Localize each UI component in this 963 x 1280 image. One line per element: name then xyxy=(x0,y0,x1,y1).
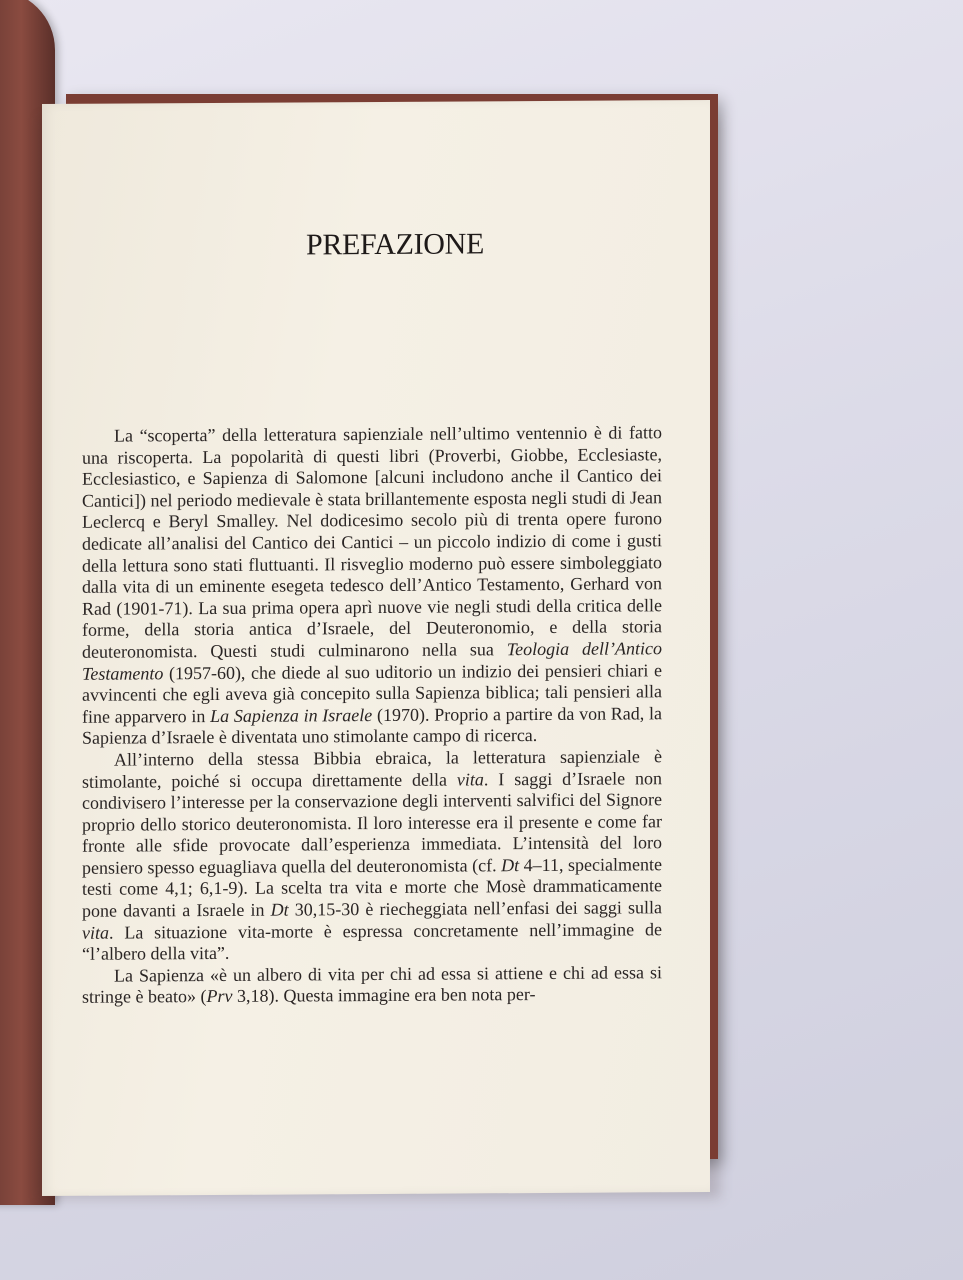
body-text xyxy=(82,422,662,1009)
paragraph xyxy=(82,746,662,965)
text-run: La “scoperta” della letteratura sapienziale nell’ultimo ventennio è di fatto una riscoperta. La popolarità di questi libri (Proverbi, Giobbe, Ecclesiaste, Ecclesiastico, e Sapienza di Salomone [alcuni includono anche il Cantico dei Cantici]) nel periodo medievale è stata brillantemente esposta negli studi di Jean Leclercq e Beryl Smalley. Nel dodicesimo secolo più di trenta opere furono dedicate all’analisi del Cantico dei Cantici – un piccolo indizio di come i gusti della lettura sono stati fluttuanti. Il risveglio moderno può essere simboleggiato dalla vita di un eminente esegeta tedesco dell’Antico Testamento, Gerhard von Rad (1901-71). La sua prima opera aprì nuove vie negli studi della critica delle forme, della storia antica d’Israele, del Deuteronomio, e della storia deuteronomista. Questi studi culminarono nella sua xyxy=(82,422,662,662)
italic-text: vita xyxy=(82,922,109,943)
book-page xyxy=(42,100,710,1196)
text-run: 3,18). Questa immagine era ben nota per- xyxy=(232,984,536,1007)
paragraph xyxy=(82,422,662,749)
text-run: (1970). Proprio a partire da von Rad, la Sapienza d’Israele è diventata uno stimolante campo di ricerca. xyxy=(82,702,663,749)
paragraph xyxy=(82,962,662,1009)
italic-text: La Sapienza in Israele xyxy=(210,704,373,726)
page-title: PREFAZIONE xyxy=(305,227,485,262)
italic-text: vita xyxy=(456,768,484,790)
text-run: (1957-60), che diede al suo uditorio un indizio dei pensieri chiari e avvincenti che egli aveva già concepito sulla Sapienza biblica; tali pensieri alla fine apparvero in xyxy=(82,659,662,727)
text-run: . La situazione vita-morte è espressa concretamente nell’immagine de “l’albero della vita”. xyxy=(82,918,662,965)
italic-text: Dt xyxy=(501,855,520,876)
text-run: 4–11, specialmente testi come 4,1; 6,1-9). La scelta tra vita e morte che Mosè drammaticamente pone davanti a Israele in xyxy=(82,854,662,921)
text-run: All’interno della stessa Bibbia ebraica, la letteratura sapienziale è stimolante, poiché si occupa direttamente della xyxy=(82,746,662,792)
italic-text: Prv xyxy=(206,986,233,1007)
italic-text: Teologia dell’Antico Testamento xyxy=(82,638,662,684)
text-run: 30,15-30 è riecheggiata nell’enfasi dei saggi sulla xyxy=(288,897,663,920)
text-run: . I saggi d’Israele non condivisero l’interesse per la conservazione degli interventi salvifici del Signore proprio dello storico deuteronomista. Il loro interesse era il presente e come far fronte alle sfide provocate dall’esperienza immediata. L’intensità del loro pensiero spesso eguagliava quella del deuteronomista (cf. xyxy=(82,767,662,878)
italic-text: Dt xyxy=(270,899,289,920)
text-run: La Sapienza «è un albero di vita per chi ad essa si attiene e chi ad essa si stringe è beato» ( xyxy=(82,962,662,1008)
